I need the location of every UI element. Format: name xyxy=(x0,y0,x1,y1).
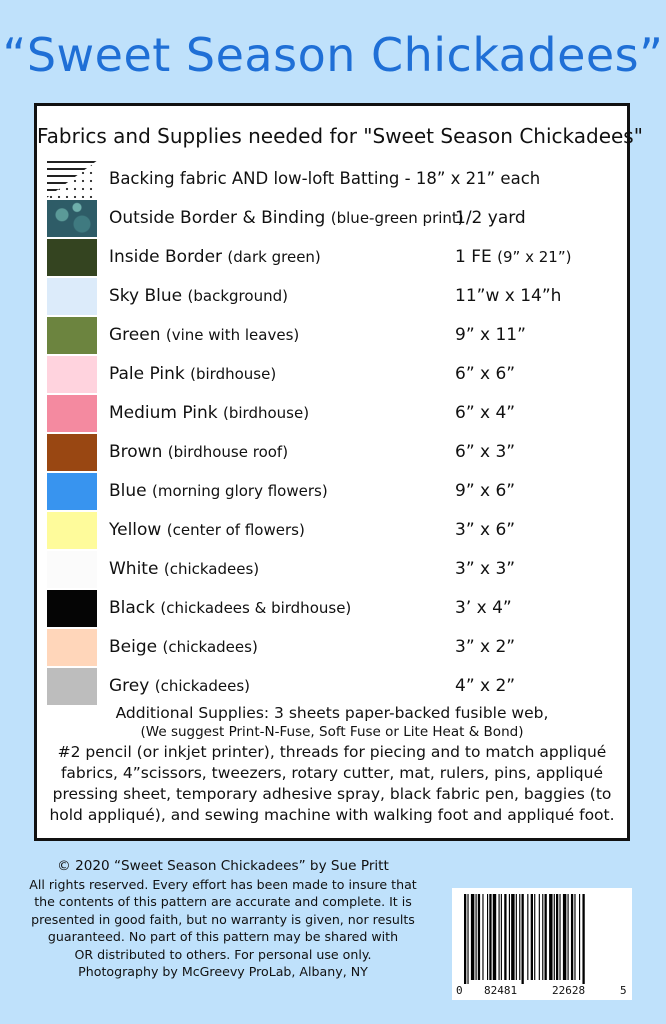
fabric-label: Brown xyxy=(109,442,163,462)
fabric-quantity xyxy=(455,325,526,345)
color-swatch xyxy=(47,473,97,510)
fabric-note: (birdhouse) xyxy=(190,365,277,383)
fabric-row xyxy=(47,512,627,551)
color-swatch xyxy=(47,356,97,393)
color-swatch xyxy=(47,551,97,588)
barcode-bar xyxy=(471,894,474,980)
barcode-digits xyxy=(452,984,632,1000)
barcode-bar xyxy=(539,894,540,980)
barcode-bar xyxy=(559,894,560,980)
copyright-text-4: guaranteed. No part of this pattern may be shared with xyxy=(47,929,399,944)
fabric-label: Grey xyxy=(109,676,150,696)
barcode-bar xyxy=(499,894,500,980)
copyright-block xyxy=(8,858,438,981)
supplies-heading: Fabrics and Supplies needed for "Sweet Season Chickadees" xyxy=(37,124,643,148)
color-swatch xyxy=(47,395,97,432)
fabric-name xyxy=(109,559,259,579)
quantity-value: 1/2 yard xyxy=(455,208,526,228)
fabric-note: (center of flowers) xyxy=(166,521,305,539)
supplies-panel xyxy=(34,103,643,841)
quantity-value: 1 FE xyxy=(455,247,492,267)
fabric-row xyxy=(47,317,627,356)
quantity-value: 6” x 3” xyxy=(455,442,516,462)
quantity-value: 3” x 2” xyxy=(455,637,516,657)
fabric-label: Inside Border xyxy=(109,247,223,267)
barcode-bar xyxy=(574,894,575,980)
fabric-name xyxy=(109,481,328,501)
fabric-note: (chickadees & birdhouse) xyxy=(160,599,352,617)
barcode-bar xyxy=(489,894,491,980)
barcode-bar xyxy=(554,894,555,980)
fabric-name xyxy=(109,598,351,618)
barcode-bar xyxy=(519,894,520,980)
barcode-digit-4: 5 xyxy=(620,984,627,997)
barcode-bar xyxy=(563,894,566,980)
fabric-list xyxy=(47,161,627,707)
fabric-label: Medium Pink xyxy=(109,403,218,423)
quantity-value: 3” x 6” xyxy=(455,520,516,540)
barcode-bar xyxy=(509,894,510,980)
fabric-quantity xyxy=(455,598,512,618)
barcode-bar xyxy=(549,894,552,980)
copyright-text-3: presented in good faith, but no warranty is given, nor results xyxy=(31,911,415,927)
barcode-bar xyxy=(534,894,535,980)
barcode-bar xyxy=(579,894,580,980)
barcode-bar xyxy=(487,894,488,980)
fabric-note: (chickadees) xyxy=(154,677,250,695)
color-swatch xyxy=(47,278,97,315)
fabric-label: White xyxy=(109,559,159,579)
fabric-name xyxy=(109,403,309,423)
quantity-value: 9” x 11” xyxy=(455,325,526,345)
barcode-bar xyxy=(464,894,466,984)
fabric-row xyxy=(47,200,627,239)
additional-supplies xyxy=(37,704,627,826)
fabric-note: (vine with leaves) xyxy=(165,326,300,344)
fabric-quantity xyxy=(455,520,515,540)
fabric-row xyxy=(47,395,627,434)
barcode-digit-1: 0 xyxy=(456,984,463,997)
fabric-quantity xyxy=(455,247,571,267)
fabric-quantity xyxy=(455,676,515,696)
fabric-name xyxy=(109,520,305,540)
fabric-name xyxy=(109,676,250,696)
fabric-row xyxy=(47,551,627,590)
barcode-bar xyxy=(504,894,506,980)
fabric-note: (birdhouse) xyxy=(223,404,310,422)
barcode-bar xyxy=(493,894,496,980)
quantity-value: 3” x 3” xyxy=(455,559,516,579)
fabric-name xyxy=(109,325,299,345)
fabric-label: Outside Border & Binding xyxy=(109,208,326,228)
barcode-bar xyxy=(516,894,517,980)
fabric-quantity xyxy=(455,364,515,384)
fabric-quantity xyxy=(455,637,515,657)
color-swatch xyxy=(47,512,97,549)
quantity-value: 4” x 2” xyxy=(455,676,516,696)
fabric-note: (dark green) xyxy=(227,248,321,266)
barcode-bar xyxy=(568,894,569,980)
fabric-name xyxy=(109,169,540,188)
barcode-bar xyxy=(482,894,483,980)
fabric-label: Pale Pink xyxy=(109,364,185,384)
fabric-label: Beige xyxy=(109,637,158,657)
barcode-bar xyxy=(478,894,480,980)
batting-dots xyxy=(47,161,97,198)
pattern-title: “Sweet Season Chickadees” xyxy=(2,28,664,82)
additional-body: #2 pencil (or inkjet printer), threads for piecing and to match appliqué fabrics, 4”scissors, tweezers, rotary cutter, mat, rulers, pins, appliqué pressing sheet, temporary adhesive spray, black fabric pen, baggies (to hold appliqué), and sewing machine with walking foot and appliqué foot. xyxy=(49,743,615,824)
barcode-bar xyxy=(511,894,514,980)
fabric-quantity xyxy=(455,442,515,462)
barcode-bar xyxy=(501,894,502,980)
copyright-text-1: All rights reserved. Every effort has been made to insure that xyxy=(29,876,417,892)
fabric-note: (background) xyxy=(187,287,288,305)
fabric-quantity xyxy=(455,286,561,306)
barcode-bar xyxy=(527,894,528,980)
additional-suggestion: (We suggest Print-N-Fuse, Soft Fuse or Lite Heat & Bond) xyxy=(140,724,524,740)
copyright-line: © 2020 “Sweet Season Chickadees” by Sue Pritt xyxy=(57,858,389,874)
fabric-row xyxy=(47,161,627,200)
fabric-quantity xyxy=(455,403,515,423)
quantity-value: 11”w x 14”h xyxy=(455,286,562,306)
additional-title: Additional Supplies: 3 sheets paper-backed fusible web, xyxy=(115,704,549,722)
photography-credit: Photography by McGreevy ProLab, Albany, NY xyxy=(78,964,368,979)
barcode-bar xyxy=(582,894,584,984)
copyright-text-2: the contents of this pattern are accurate and complete. It is xyxy=(34,894,412,909)
fabric-label: Backing fabric AND low-loft Batting - 18” x 21” each xyxy=(109,169,541,188)
fabric-label: Blue xyxy=(109,481,147,501)
fabric-row xyxy=(47,434,627,473)
quantity-value: 6” x 6” xyxy=(455,364,516,384)
fabric-row xyxy=(47,668,627,707)
fabric-note: (chickadees) xyxy=(163,560,260,578)
fabric-row xyxy=(47,356,627,395)
fabric-row xyxy=(47,239,627,278)
barcode-bars xyxy=(452,888,632,984)
quantity-note: (9” x 21”) xyxy=(497,248,572,266)
copyright-text-5: OR distributed to others. For personal use only. xyxy=(74,946,372,962)
barcode-digit-2: 82481 xyxy=(484,984,518,997)
fabric-quantity xyxy=(455,208,526,228)
color-swatch xyxy=(47,239,97,276)
barcode-bar xyxy=(531,894,533,980)
fabric-row xyxy=(47,590,627,629)
fabric-name xyxy=(109,442,288,462)
barcode-digit-3: 22628 xyxy=(552,984,586,997)
barcode-bar xyxy=(545,894,547,980)
barcode-bar xyxy=(467,894,468,984)
fabric-note: (chickadees) xyxy=(162,638,258,656)
backing-swatch xyxy=(47,161,97,198)
color-swatch xyxy=(47,317,97,354)
fabric-name xyxy=(109,286,288,306)
fabric-quantity xyxy=(455,481,515,501)
print-swatch xyxy=(47,200,97,237)
color-swatch xyxy=(47,434,97,471)
barcode-bar xyxy=(476,894,477,980)
fabric-label: Sky Blue xyxy=(109,286,183,306)
color-swatch xyxy=(47,668,97,705)
barcode xyxy=(452,888,632,1000)
barcode-bar xyxy=(542,894,543,980)
fabric-name xyxy=(109,364,276,384)
fabric-name xyxy=(109,637,258,657)
quantity-value: 3’ x 4” xyxy=(455,598,512,618)
quantity-value: 9” x 6” xyxy=(455,481,516,501)
barcode-bar xyxy=(571,894,573,980)
fabric-note: (morning glory flowers) xyxy=(152,482,328,500)
fabric-row xyxy=(47,278,627,317)
fabric-name xyxy=(109,247,321,267)
quantity-value: 6” x 4” xyxy=(455,403,516,423)
fabric-quantity xyxy=(455,559,515,579)
fabric-row xyxy=(47,473,627,512)
barcode-bar xyxy=(522,894,524,984)
fabric-row xyxy=(47,629,627,668)
color-swatch xyxy=(47,590,97,627)
fabric-note: (birdhouse roof) xyxy=(167,443,289,461)
color-swatch xyxy=(47,629,97,666)
barcode-bar xyxy=(556,894,558,980)
fabric-label: Green xyxy=(109,325,161,345)
fabric-note: (blue-green print) xyxy=(330,209,464,227)
fabric-label: Yellow xyxy=(109,520,162,540)
fabric-label: Black xyxy=(109,598,155,618)
fabric-name xyxy=(109,208,464,228)
